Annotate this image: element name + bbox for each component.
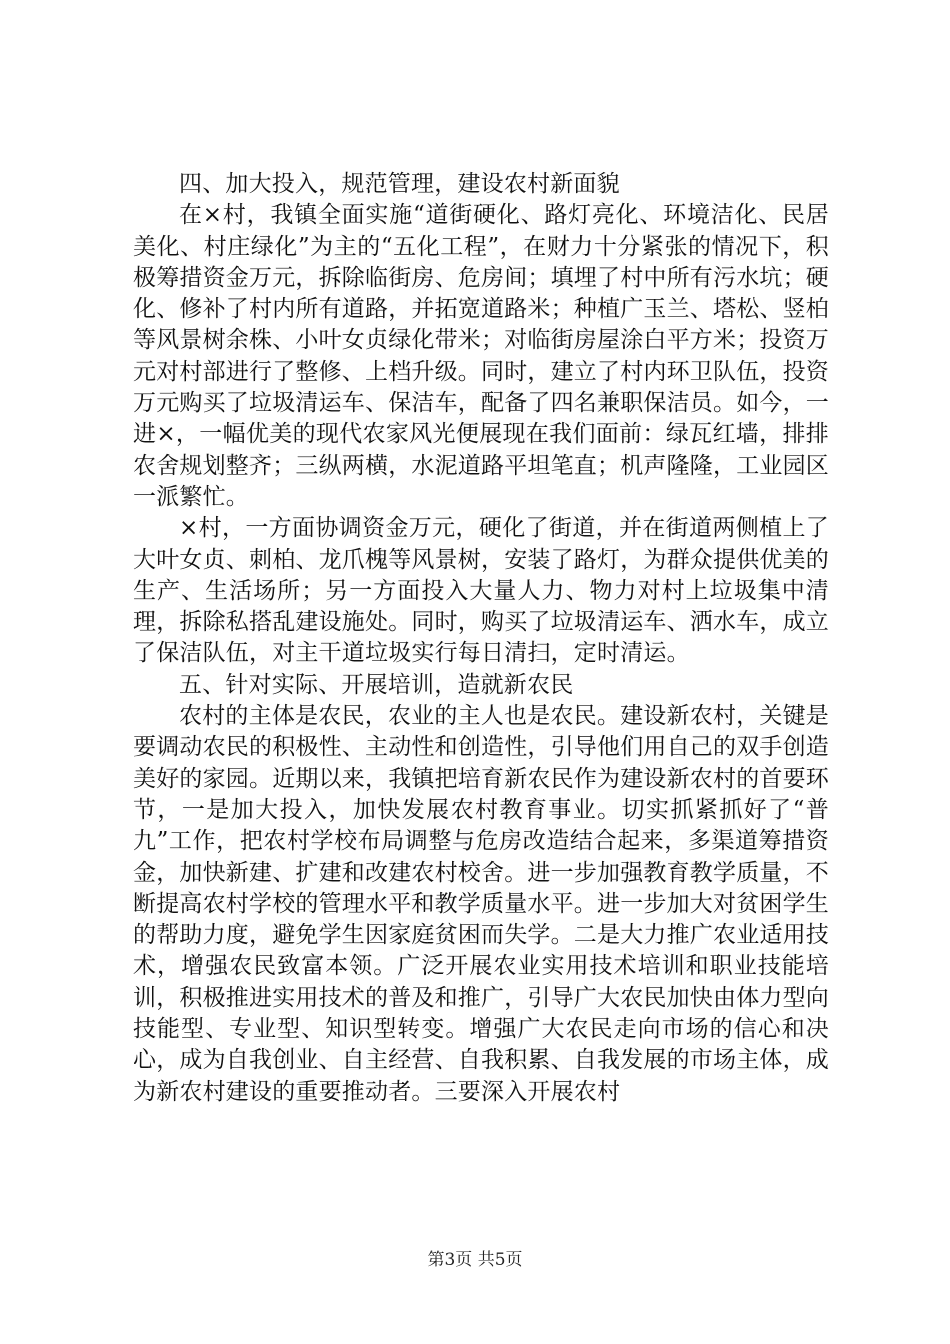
- paragraph-farmer-training: 农村的主体是农民，农业的主人也是农民。建设新农村，关键是要调动农民的积极性、主动性和创造性，引导他们用自己的双手创造美好的家园。近期以来，我镇把培育新农民作为建设新农村的首要环节，一是加大投入，加快发展农村教育事业。切实抓紧抓好了“普九”工作，把农村学校布局调整与危房改造结合起来，多渠道筹措资金，加快新建、扩建和改建农村校舍。进一步加强教育教学质量，不断提高农村学校的管理水平和教学质量水平。进一步加大对贫困学生的帮助力度，避免学生因家庭贫困而失学。二是大力推广农业适用技术，增强农民致富本领。广泛开展农业实用技术培训和职业技能培训，积极推进实用技术的普及和推广，引导广大农民加快由体力型向技能型、专业型、知识型转变。增强广大农民走向市场的信心和决心，成为自我创业、自主经营、自我积累、自我发展的市场主体，成为新农村建设的重要推动者。三要深入开展农村: [133, 703, 829, 1105]
- document-body: [133, 169, 829, 1108]
- section-heading-5: 五、针对实际、开展培训，造就新农民: [179, 671, 574, 698]
- paragraph-street-hardening: ×村，一方面协调资金万元，硬化了街道，并在街道两侧植上了大叶女贞、刺柏、龙爪槐等风景树，安装了路灯，为群众提供优美的生产、生活场所；另一方面投入大量人力、物力对村上垃圾集中清理，拆除私搭乱建设施处。同时，购买了垃圾清运车、洒水车，成立了保洁队伍，对主干道垃圾实行每日清扫，定时清运。: [133, 515, 829, 667]
- section-heading-4: 四、加大投入，规范管理，建设农村新面貌: [179, 171, 620, 197]
- page-number-footer: 第3页 共5页: [427, 1250, 523, 1270]
- paragraph-village-improvement: 在×村，我镇全面实施“道街硬化、路灯亮化、环境洁化、民居美化、村庄绿化”为主的“五化工程”，在财力十分紧张的情况下，积极筹措资金万元，拆除临街房、危房间；填埋了村中所有污水坑；硬化、修补了村内所有道路，并拓宽道路米；种植广玉兰、塔松、竖柏等风景树余株、小叶女贞绿化带米；对临街房屋涂白平方米；投资万元对村部进行了整修、上档升级。同时，建立了村内环卫队伍，投资万元购买了垃圾清运车、保洁车，配备了四名兼职保洁员。如今，一进×，一幅优美的现代农家风光便展现在我们面前：绿瓦红墙，排排农舍规划整齐；三纵两横，水泥道路平坦笔直；机声隆隆，工业园区一派繁忙。: [133, 202, 829, 510]
